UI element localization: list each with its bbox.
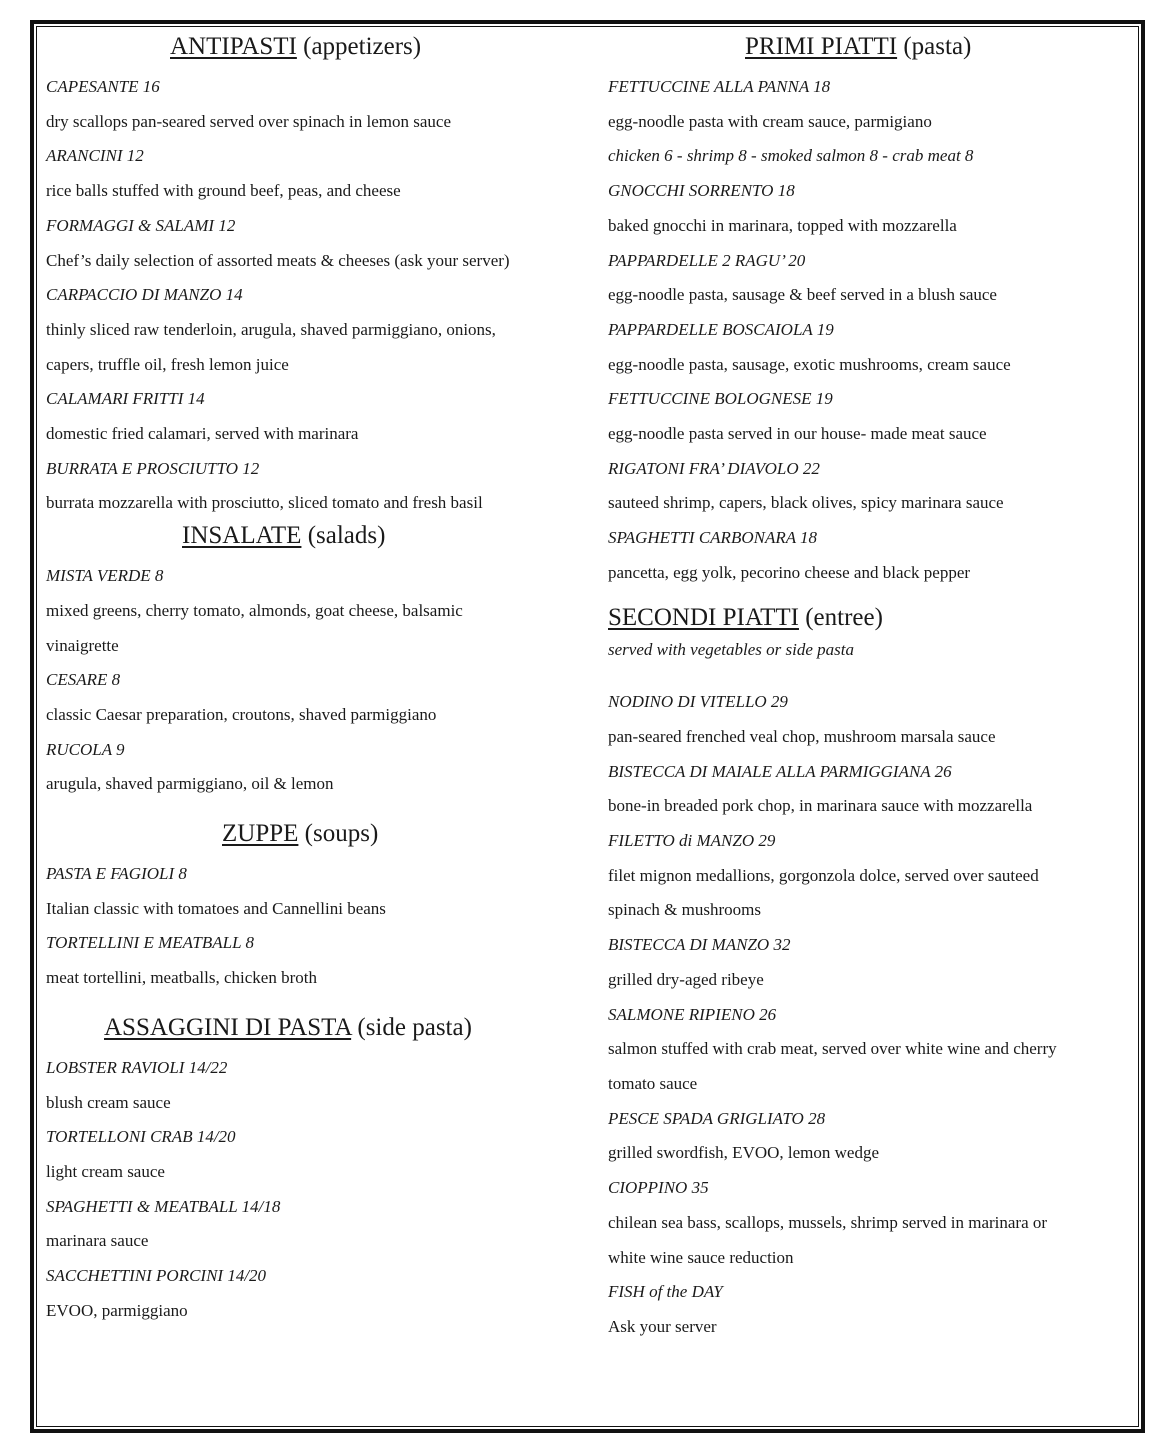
menu-item-name: GNOCCHI SORRENTO 18 [608,181,795,201]
section-subtitle: (appetizers) [303,33,422,60]
section-note: served with vegetables or side pasta [608,639,854,659]
menu-item-description: classic Caesar preparation, croutons, shaved parmiggiano [46,704,437,724]
section-zuppe [46,819,566,996]
menu-item-description: egg-noodle pasta, sausage & beef served in a blush sauce [608,285,997,305]
menu-item-description: egg-noodle pasta, sausage, exotic mushrooms, cream sauce [608,354,1011,374]
menu-item-description: domestic fried calamari, served with marinara [46,424,359,444]
menu-item-description: EVOO, parmiggiano [46,1300,188,1320]
section-subtitle: (side pasta) [357,1013,472,1041]
section-name: SECONDI PIATTI [608,603,799,631]
menu-item-name: PAPPARDELLE 2 RAGU’ 20 [608,250,806,270]
menu-item-description: grilled swordfish, EVOO, lemon wedge [608,1143,880,1163]
menu-item-description: pan-seared frenched veal chop, mushroom marsala sauce [608,726,996,746]
menu-item-description: sauteed shrimp, capers, black olives, spicy marinara sauce [608,493,1004,513]
menu-item-description: filet mignon medallions, gorgonzola dolce, served over sauteed [608,865,1039,885]
section-name: ASSAGGINI DI PASTA [104,1013,352,1041]
menu-item-name: TORTELLINI E MEATBALL 8 [46,933,254,953]
menu-item-description: chilean sea bass, scallops, mussels, shrimp served in marinara or [608,1212,1048,1232]
menu-item-name: CAPESANTE 16 [46,77,160,96]
section-title [46,819,566,849]
menu-item-name: FISH of the DAY [608,1282,723,1302]
menu-item-description: pancetta, egg yolk, pecorino cheese and black pepper [608,562,971,582]
menu-item-name: FETTUCCINE BOLOGNESE 19 [608,389,833,409]
menu-item-description: light cream sauce [46,1161,165,1181]
menu-item-description: spinach & mushrooms [608,900,761,920]
menu-item-name: FILETTO di MANZO 29 [608,831,776,851]
menu-item-name: PAPPARDELLE BOSCAIOLA 19 [608,319,834,339]
right-column [608,32,1128,1345]
section-title [608,32,1128,62]
menu-item-description: mixed greens, cherry tomato, almonds, goat cheese, balsamic [46,600,463,620]
section-subtitle: (pasta) [903,33,972,60]
menu-item-addons: chicken 6 - shrimp 8 - smoked salmon 8 - crab meat 8 [608,146,974,166]
menu-item-description: egg-noodle pasta with cream sauce, parmigiano [608,111,932,131]
menu-item-name: CALAMARI FRITTI 14 [46,389,205,409]
section-assaggini [46,1013,566,1329]
menu-item-description: vinaigrette [46,635,119,655]
menu-item-name: CIOPPINO 35 [608,1178,709,1198]
section-title [46,1013,566,1043]
section-title [46,521,566,551]
menu-item-name: BISTECCA DI MAIALE ALLA PARMIGGIANA 26 [608,761,952,781]
menu-item-name: CESARE 8 [46,670,121,690]
menu-item-description: dry scallops pan-seared served over spinach in lemon sauce [46,111,452,131]
menu-item-description: tomato sauce [608,1073,698,1093]
section-name: ZUPPE [222,820,299,848]
menu-item-name: FETTUCCINE ALLA PANNA 18 [608,77,831,96]
section-name: ANTIPASTI [170,33,297,60]
section-name: INSALATE [182,522,302,550]
left-column [46,32,566,1329]
menu-item-description: meat tortellini, meatballs, chicken broth [46,968,317,988]
menu-item-description: Italian classic with tomatoes and Cannellini beans [46,898,386,918]
menu-item-description: arugula, shaved parmiggiano, oil & lemon [46,774,334,794]
menu-item-description: Chef’s daily selection of assorted meats & cheeses (ask your server) [46,250,510,270]
section-subtitle: (soups) [304,820,379,848]
menu-item-description: blush cream sauce [46,1092,171,1112]
section-subtitle: (entree) [805,603,883,631]
menu-item-name: ARANCINI 12 [46,146,144,166]
section-antipasti [46,32,566,521]
menu-item-description: capers, truffle oil, fresh lemon juice [46,354,289,374]
menu-item-name: LOBSTER RAVIOLI 14/22 [46,1057,228,1077]
menu-item-name: CARPACCIO DI MANZO 14 [46,285,243,305]
menu-item-name: RIGATONI FRA’ DIAVOLO 22 [608,458,820,478]
menu-item-name: PESCE SPADA GRIGLIATO 28 [608,1108,826,1128]
menu-item-description: bone-in breaded pork chop, in marinara sauce with mozzarella [608,796,1033,816]
menu-item-description: white wine sauce reduction [608,1247,794,1267]
menu-item-description: egg-noodle pasta served in our house- made meat sauce [608,424,987,444]
menu-item-description: rice balls stuffed with ground beef, peas, and cheese [46,181,401,201]
section-subtitle: (salads) [307,522,386,550]
menu-item-name: MISTA VERDE 8 [46,566,164,586]
section-title [46,32,566,62]
menu-item-name: SPAGHETTI & MEATBALL 14/18 [46,1196,281,1216]
section-title [608,603,1128,633]
menu-item-description: thinly sliced raw tenderloin, arugula, shaved parmiggiano, onions, [46,319,496,339]
section-insalate [46,521,566,802]
menu-item-name: NODINO DI VITELLO 29 [608,692,788,712]
menu-item-name: TORTELLONI CRAB 14/20 [46,1127,236,1147]
section-name: PRIMI PIATTI [745,33,898,60]
menu-item-description: marinara sauce [46,1231,149,1251]
menu-item-name: BISTECCA DI MANZO 32 [608,935,791,955]
menu-item-description: grilled dry-aged ribeye [608,969,764,989]
menu-item-name: BURRATA E PROSCIUTTO 12 [46,458,260,478]
menu-item-description: Ask your server [608,1316,717,1336]
section-primi-piatti [608,32,1128,591]
menu-item-name: RUCOLA 9 [46,739,125,759]
section-secondi-piatti [608,603,1128,1345]
menu-item-name: PASTA E FAGIOLI 8 [46,864,187,884]
menu-item-name: SPAGHETTI CARBONARA 18 [608,528,818,548]
menu-item-description: baked gnocchi in marinara, topped with mozzarella [608,215,957,235]
menu-item-description: burrata mozzarella with prosciutto, sliced tomato and fresh basil [46,493,483,513]
menu-item-name: FORMAGGI & SALAMI 12 [46,215,236,235]
menu-item-name: SACCHETTINI PORCINI 14/20 [46,1266,267,1286]
menu-item-description: salmon stuffed with crab meat, served over white wine and cherry [608,1039,1057,1059]
menu-item-name: SALMONE RIPIENO 26 [608,1004,777,1024]
